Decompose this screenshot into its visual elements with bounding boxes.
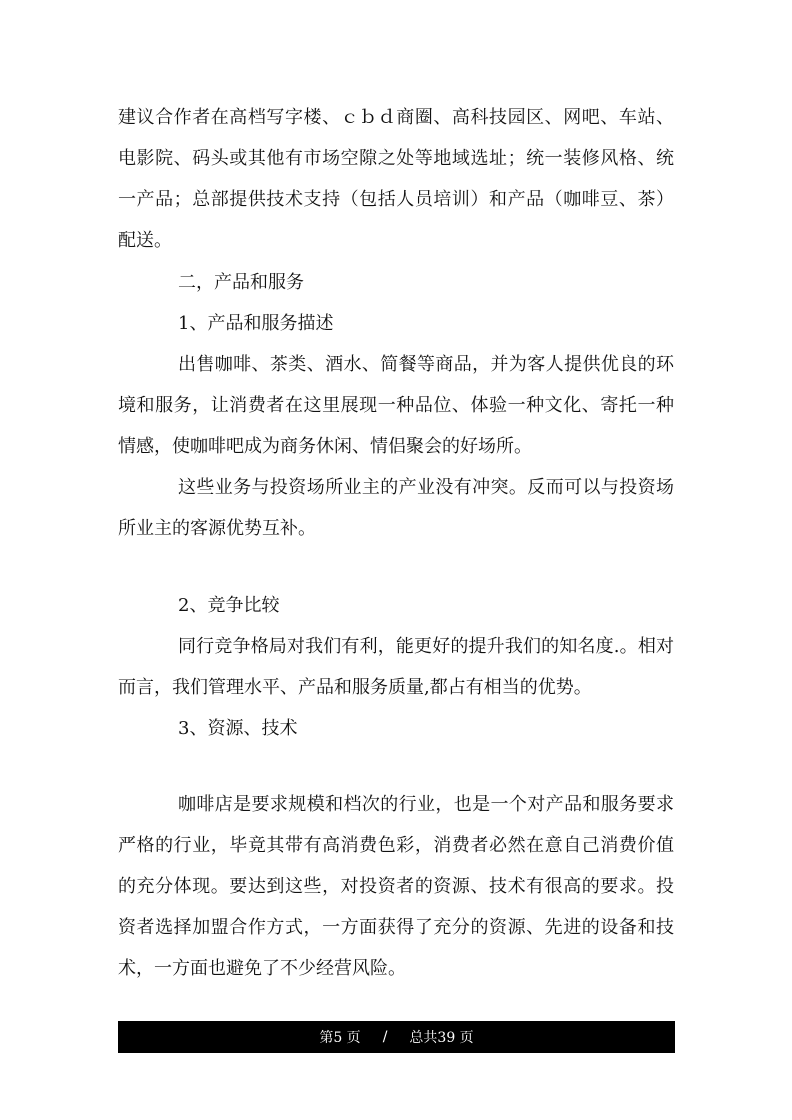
paragraph-no-conflict: 这些业务与投资场所业主的产业没有冲突。反而可以与投资场所业主的客源优势互补。: [118, 477, 674, 539]
page-number-current: 第5 页: [319, 1030, 361, 1046]
subheading-product-description: 1、产品和服务描述: [178, 313, 334, 334]
subheading-competition: 2、竞争比较: [178, 595, 280, 616]
paragraph-location: 建议合作者在高档写字楼、ｃｂｄ商圈、高科技园区、网吧、车站、电影院、码头或其他有市场空隙之处等地域选址；统一装修风格、统一产品；总部提供技术支持（包括人员培训）和产品（咖啡豆、茶）配送。: [118, 107, 674, 251]
page-number-separator: /: [382, 1029, 388, 1045]
paragraph-product-description: 出售咖啡、茶类、酒水、简餐等商品，并为客人提供优良的环境和服务，让消费者在这里展现一种品位、体验一种文化、寄托一种情感，使咖啡吧成为商务休闲、情侣聚会的好场所。: [118, 354, 674, 457]
paragraph-competition: 同行竞争格局对我们有利，能更好的提升我们的知名度.。相对而言，我们管理水平、产品和服务质量,都占有相当的优势。: [118, 636, 674, 698]
page-number-total: 总共39 页: [409, 1030, 474, 1046]
page-footer: [118, 1021, 675, 1053]
subheading-resources: 3、资源、技术: [178, 718, 298, 739]
paragraph-resources: 咖啡店是要求规模和档次的行业，也是一个对产品和服务要求严格的行业，毕竟其带有高消费色彩，消费者必然在意自己消费价值的充分体现。要达到这些，对投资者的资源、技术有很高的要求。投资者选择加盟合作方式，一方面获得了充分的资源、先进的设备和技术，一方面也避免了不少经营风险。: [118, 794, 674, 979]
section-heading-products: 二，产品和服务: [178, 272, 304, 293]
